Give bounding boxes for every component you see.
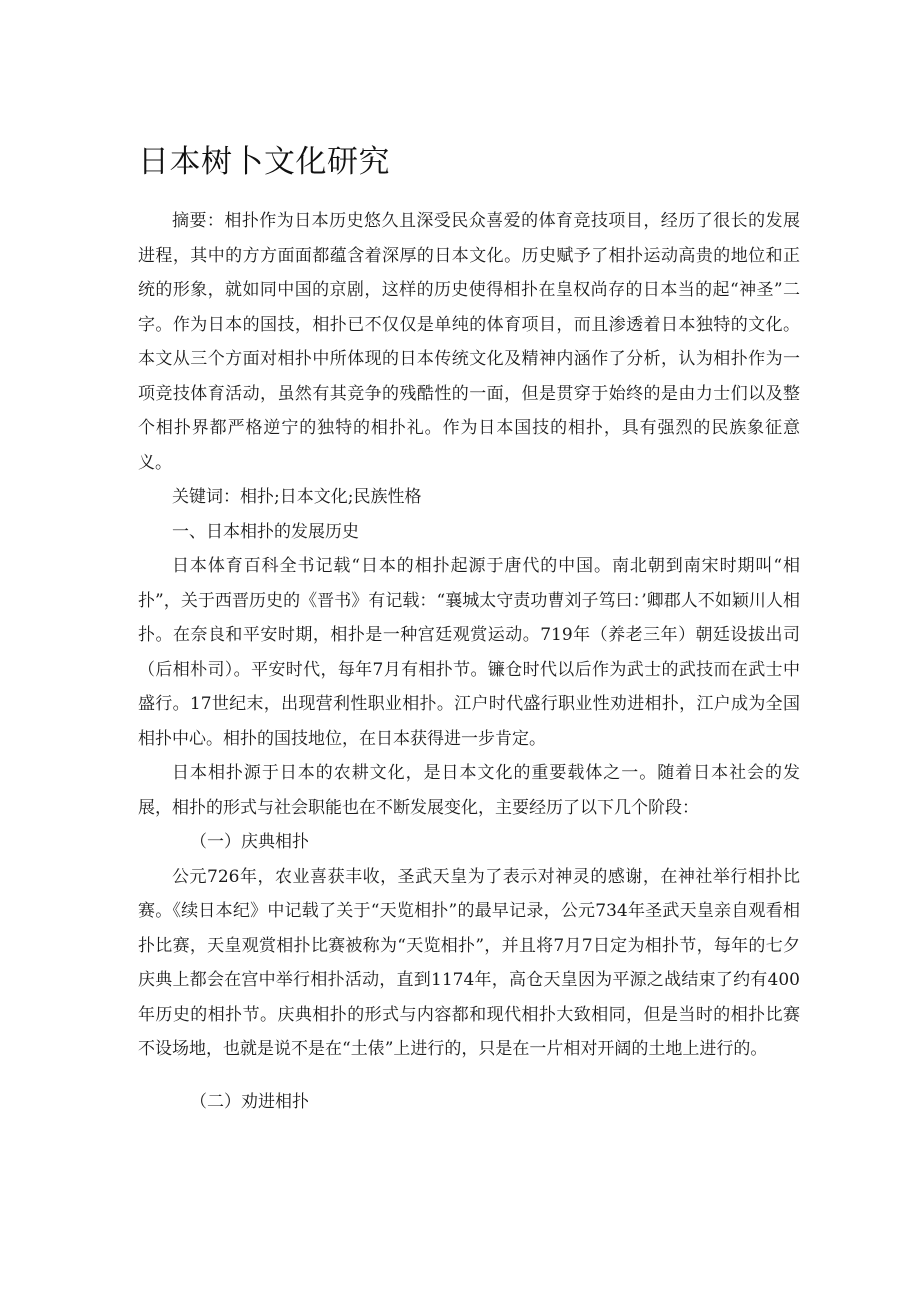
abstract-paragraph: 摘要：相扑作为日本历史悠久且深受民众喜爱的体育竞技项目，经历了很长的发展进程，其中的方方面面都蕴含着深厚的日本文化。历史赋予了相扑运动高贵的地位和正统的形象，就如同中国的京剧，这样的历史使得相扑在皇权尚存的日本当的起“神圣”二字。作为日本的国技，相扑已不仅仅是单纯的体育项目，而且渗透着日本独特的文化。本文从三个方面对相扑中所体现的日本传统文化及精神内涵作了分析，认为相扑作为一项竞技体育活动，虽然有其竞争的残酷性的一面，但是贯穿于始终的是由力士们以及整个相扑界都严格逆宁的独特的相扑礼。作为日本国技的相扑，具有强烈的民族象征意义。 xyxy=(138,211,800,473)
document-title: 日本树卜文化研究 xyxy=(138,144,390,180)
history-paragraph-2: 日本相扑源于日本的农耕文化，是日本文化的重要载体之一。随着日本社会的发展，相扑的形式与社会职能也在不断发展变化，主要经历了以下几个阶段： xyxy=(138,763,800,818)
section-heading-history: 一、日本相扑的发展历史 xyxy=(172,521,359,542)
document-body xyxy=(138,204,800,1119)
history-paragraph-1: 日本体育百科全书记载“日本的相扑起源于唐代的中国。南北朝到南宋时期叫“相扑”，关于西晋历史的《晋书》有记载：“襄城太守责功曹刘子笃曰：’卿郡人不如颖川人相扑。在奈良和平安时期，相扑是一种宫廷观赏运动。719年（养老三年）朝廷设拔出司（后相朴司）。平安时代，每年7月有相扑节。镰仓时代以后作为武士的武技而在武士中盛行。17世纪末，出现营利性职业相扑。江户时代盛行职业性劝进相扑，江户成为全国相扑中心。相扑的国技地位，在日本获得进一步肯定。 xyxy=(138,556,800,749)
subheading-ceremonial-sumo: （一）庆典相扑 xyxy=(190,832,309,852)
keywords-line: 关键词：相扑;日本文化;民族性格 xyxy=(172,487,422,507)
ceremonial-sumo-paragraph: 公元726年，农业喜获丰收，圣武天皇为了表示对神灵的感谢，在神社举行相扑比赛。《续日本纪》中记载了关于“天览相扑”的最早记录，公元734年圣武天皇亲自观看相扑比赛，天皇观赏相扑比赛被称为“天览相扑”，并且将7月7日定为相扑节，每年的七夕庆典上都会在宫中举行相扑活动，直到1174年，高仓天皇因为平源之战结束了约有400年历史的相扑节。庆典相扑的形式与内容都和现代相扑大致相同，但是当时的相扑比赛不设场地，也就是说不是在“土俵”上进行的，只是在一片相对开阔的土地上进行的。 xyxy=(138,866,800,1059)
subheading-kanjin-sumo: （二）劝进相扑 xyxy=(190,1091,309,1112)
